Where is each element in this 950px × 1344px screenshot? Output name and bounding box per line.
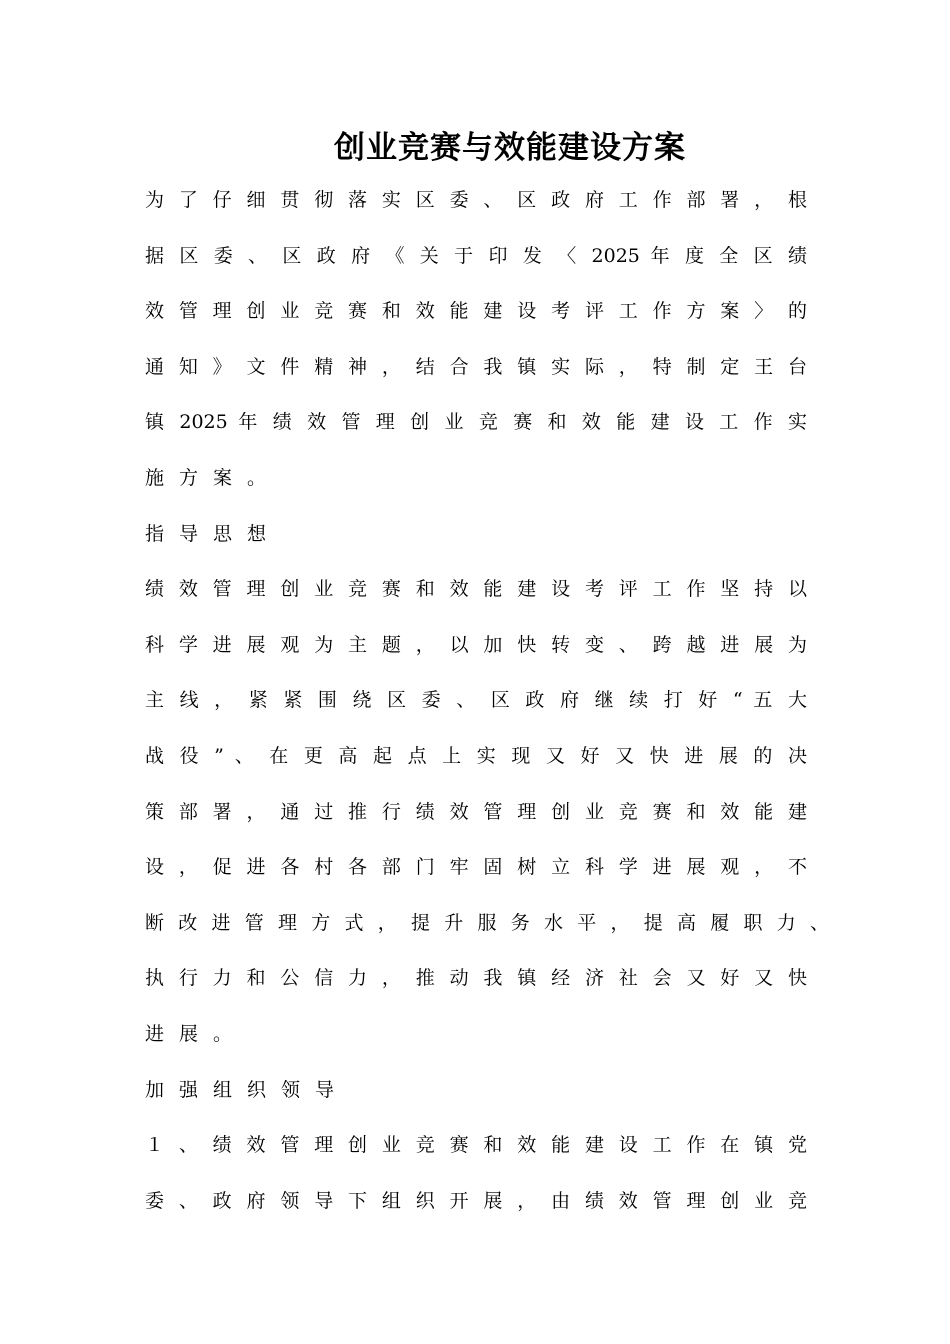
body-line: 科 学 进 展 观 为 主 题 ， 以 加 快 转 变 、 跨 越 进 展 为: [145, 633, 807, 656]
document-body: [145, 185, 835, 1241]
body-line: 进展。: [145, 1022, 248, 1045]
body-line: 策 部 署 ， 通 过 推 行 绩 效 管 理 创 业 竞 赛 和 效 能 建: [145, 800, 807, 823]
body-line: 设 ， 促 进 各 村 各 部 门 牢 固 树 立 科 学 进 展 观 ， 不: [145, 856, 807, 879]
body-line: 通 知 》 文 件 精 神 ， 结 合 我 镇 实 际 ， 特 制 定 王 台: [145, 355, 807, 378]
body-line: 主 线 ， 紧 紧 围 绕 区 委 、 区 政 府 继 续 打 好 “ 五 大: [145, 689, 807, 712]
body-line: 执 行 力 和 公 信 力 ， 推 动 我 镇 经 济 社 会 又 好 又 快: [145, 967, 807, 990]
body-line: 据 区 委 、 区 政 府 《 关 于 印 发 〈 2025 年 度 全 区 绩: [145, 244, 807, 267]
body-line: １ 、 绩 效 管 理 创 业 竞 赛 和 效 能 建 设 工 作 在 镇 党: [145, 1134, 807, 1157]
document-title: 创业竞赛与效能建设方案: [334, 130, 686, 166]
body-line: 镇 2025 年 绩 效 管 理 创 业 竞 赛 和 效 能 建 设 工 作 实: [145, 411, 807, 434]
body-line: 断 改 进 管 理 方 式 ， 提 升 服 务 水 平 ， 提 高 履 职 力 、: [145, 911, 829, 934]
body-line: 为 了 仔 细 贯 彻 落 实 区 委 、 区 政 府 工 作 部 署 ， 根: [145, 189, 807, 211]
body-line: 效 管 理 创 业 竞 赛 和 效 能 建 设 考 评 工 作 方 案 〉 的: [145, 300, 807, 323]
section-heading-guiding-ideology: 指导思想: [145, 522, 282, 545]
section-heading-organization: 加强组织领导: [145, 1078, 350, 1101]
body-line: 绩 效 管 理 创 业 竞 赛 和 效 能 建 设 考 评 工 作 坚 持 以: [145, 578, 807, 601]
body-line: 战 役 ” 、 在 更 高 起 点 上 实 现 又 好 又 快 进 展 的 决: [145, 744, 807, 767]
body-line: 施方案。: [145, 466, 282, 489]
body-line: 委 、 政 府 领 导 下 组 织 开 展 ， 由 绩 效 管 理 创 业 竞: [145, 1189, 807, 1212]
